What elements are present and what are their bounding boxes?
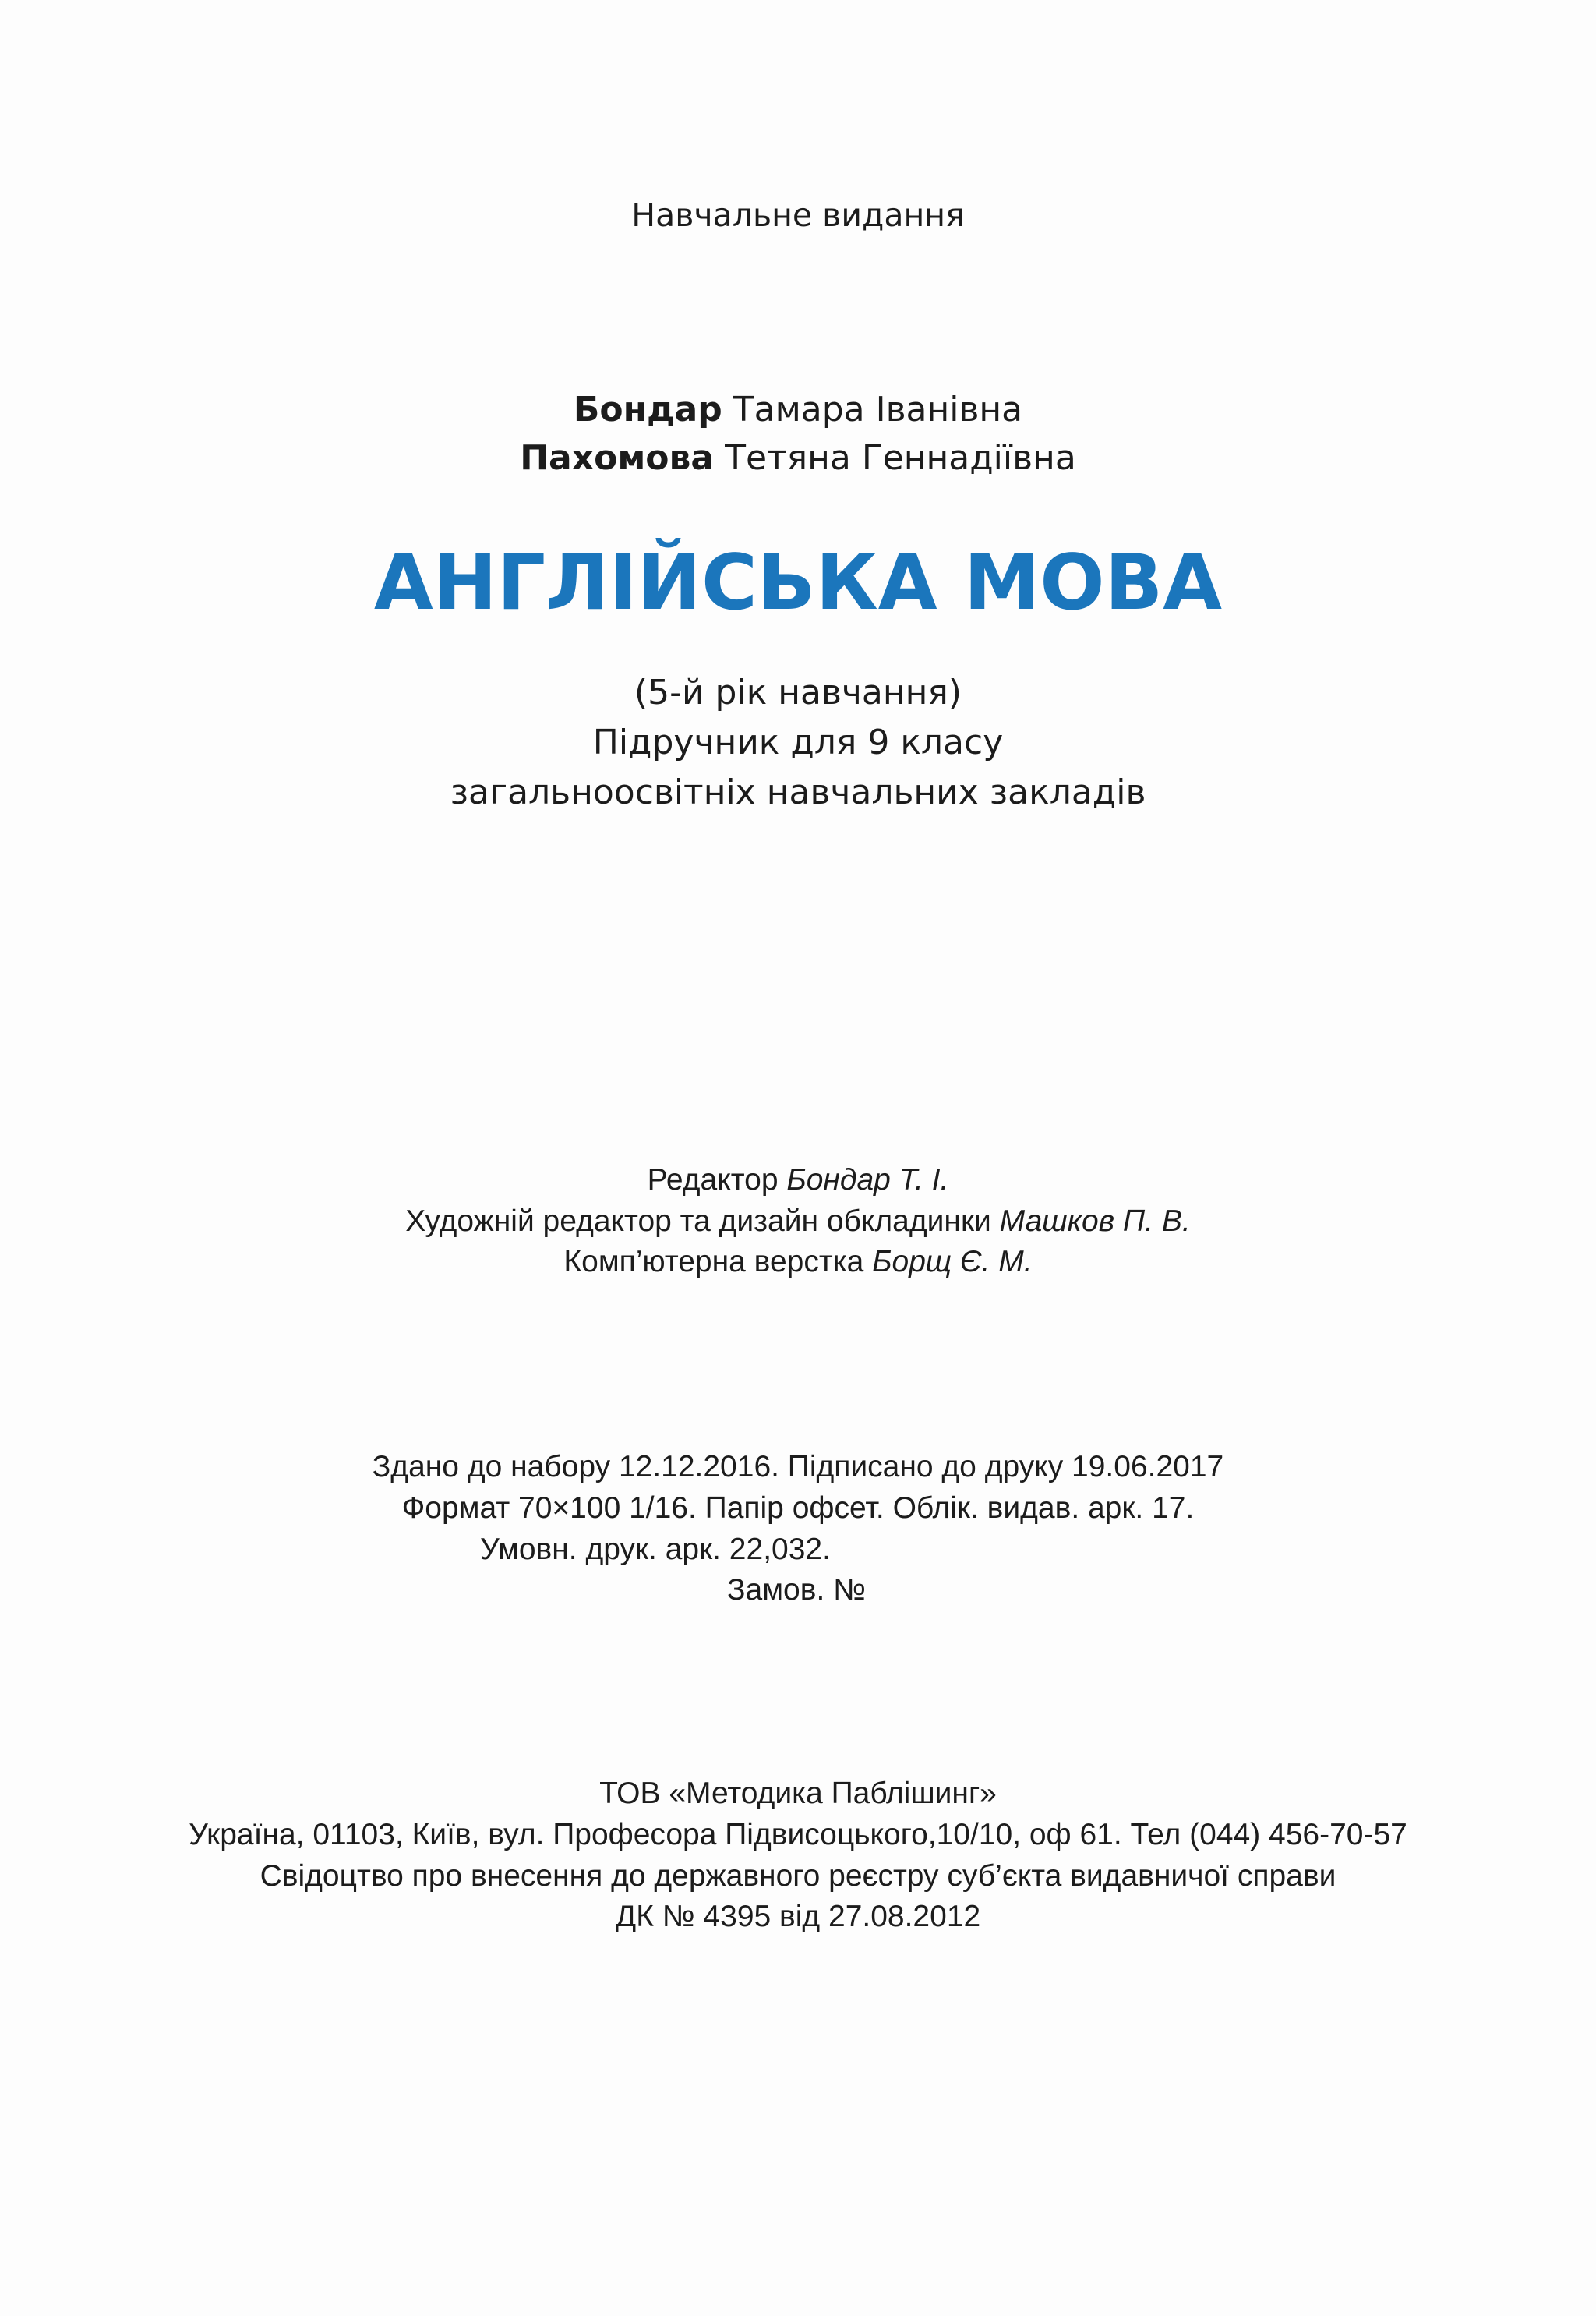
print-info-sheets: Умовн. друк. арк. 22,032. xyxy=(480,1533,831,1566)
credit-editor xyxy=(0,1160,1596,1200)
credit-editor-person: Бондар Т. І. xyxy=(786,1163,949,1197)
publisher-address: Україна, 01103, Київ, вул. Професора Підвисоцького,10/10, оф 61. Тел (044) 456-70-57 xyxy=(189,1818,1407,1851)
author-1-given-name: Тамара Іванівна xyxy=(733,390,1023,430)
subtitle-line-2: Підручник для 9 класу xyxy=(592,723,1004,762)
author-1-surname: Бондар xyxy=(573,390,722,430)
subtitle-line-3: загальноосвітніх навчальних закладів xyxy=(450,773,1146,812)
credit-art-editor-person: Машков П. В. xyxy=(999,1204,1191,1238)
book-title: АНГЛІЙСЬКА МОВА xyxy=(373,539,1223,628)
author-2 xyxy=(0,435,1596,482)
publisher-certificate: Свідоцтво про внесення до державного реєстру суб’єкта видавничої справи xyxy=(260,1859,1336,1893)
credit-editor-role: Редактор xyxy=(647,1163,779,1197)
credit-art-editor xyxy=(0,1201,1596,1242)
print-info-format: Формат 70×100 1/16. Папір офсет. Облік. видав. арк. 17. xyxy=(401,1491,1195,1525)
credit-art-editor-role: Художній редактор та дизайн обкладинки xyxy=(405,1204,991,1238)
edition-type: Навчальне видання xyxy=(631,196,965,234)
credit-layout xyxy=(0,1242,1596,1282)
author-2-given-name: Тетяна Геннадіївна xyxy=(725,438,1076,478)
print-info-dates: Здано до набору 12.12.2016. Підписано до друку 19.06.2017 xyxy=(372,1450,1224,1483)
subtitle-line-1: (5-й рік навчання) xyxy=(634,673,962,712)
print-info-order: Замов. № xyxy=(727,1573,866,1607)
credit-layout-person: Борщ Є. М. xyxy=(872,1245,1033,1278)
publisher-name: ТОВ «Методика Паблішинг» xyxy=(599,1777,997,1810)
author-2-surname: Пахомова xyxy=(520,438,715,478)
publisher-license: ДК № 4395 від 27.08.2012 xyxy=(615,1900,981,1933)
credit-layout-role: Комп’ютерна верстка xyxy=(563,1245,864,1278)
author-1 xyxy=(0,387,1596,433)
